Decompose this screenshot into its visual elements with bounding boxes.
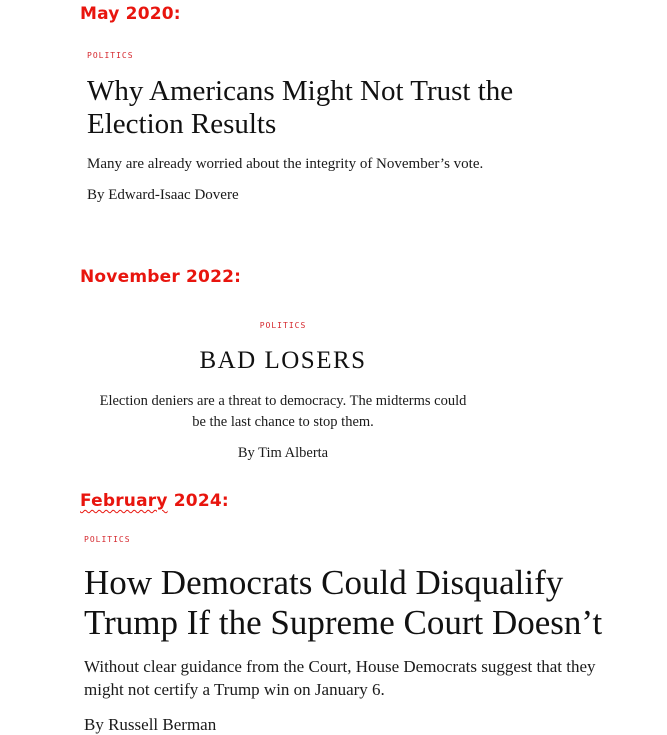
date-label-november-2022: November 2022: bbox=[80, 267, 242, 287]
section-kicker[interactable]: POLITICS bbox=[259, 321, 307, 330]
date-label-may-2020: May 2020: bbox=[80, 4, 181, 24]
article-byline[interactable]: By Edward-Isaac Dovere bbox=[87, 187, 239, 203]
article-byline[interactable]: By Russell Berman bbox=[84, 715, 217, 734]
section-kicker[interactable]: POLITICS bbox=[87, 51, 134, 60]
date-label-rest: 2024: bbox=[167, 491, 229, 511]
article-dek: Without clear guidance from the Court, House Democrats suggest that they might not certify a Trump win on January 6. bbox=[84, 657, 596, 699]
spellcheck-underlined-word: February bbox=[80, 491, 168, 511]
article-dek: Election deniers are a threat to democracy. The midterms could be the last chance to stop them. bbox=[99, 393, 467, 430]
article-headline[interactable]: BAD LOSERS bbox=[199, 347, 367, 374]
section-kicker[interactable]: POLITICS bbox=[84, 535, 131, 544]
article-headline[interactable]: How Democrats Could Disqualify Trump If the Supreme Court Doesn’t bbox=[84, 563, 603, 642]
article-byline[interactable]: By Tim Alberta bbox=[237, 445, 329, 461]
date-label-february-2024 bbox=[80, 493, 229, 510]
article-dek: Many are already worried about the integrity of November’s vote. bbox=[87, 156, 484, 172]
article-headline[interactable]: Why Americans Might Not Trust the Election Results bbox=[87, 75, 514, 140]
